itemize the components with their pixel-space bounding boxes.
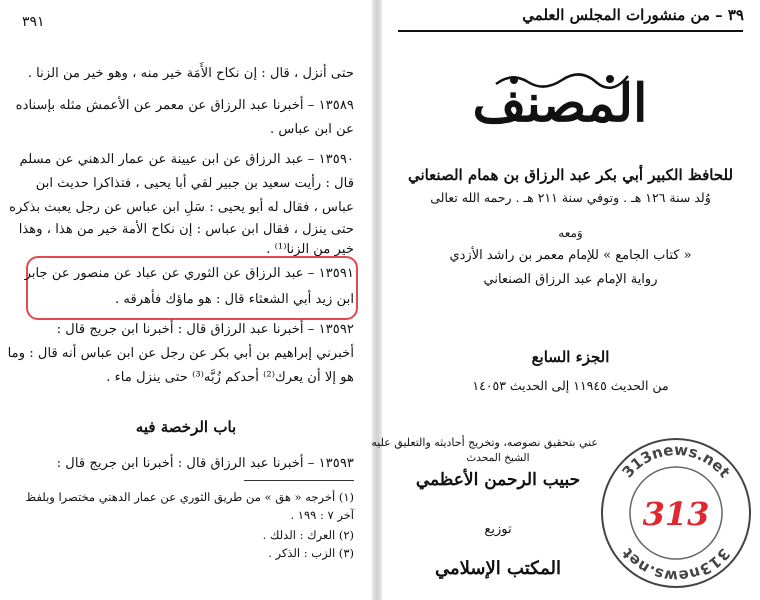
footnote: (١) أخرجه « هق » من طريق الثوري عن عمار الدهني مختصرا وبلفظ (25, 490, 354, 504)
footnote: (٢) العرك : الدلك . (262, 528, 354, 542)
riwaya-line: رواية الإمام عبد الرزاق الصنعاني (483, 272, 658, 287)
editor-name: حبيب الرحمن الأعظمي (415, 470, 581, 490)
text-line: حتى ينزل ، فقال ابن عباس : إن نكاح الأمة خير من هذا ، وهذا (18, 222, 354, 237)
text-line: عباس ، فقال له أبو يحيى : سَلِ ابن عباس عن رجل يعبث بذكره (9, 200, 354, 215)
text-line: هو إلا أن يعرك⁽²⁾ أحدكم زُبَّه⁽³⁾ حتى ينزل ماء . (106, 370, 354, 385)
book-gutter (372, 0, 382, 600)
page-number: ٣٩١ (22, 14, 45, 30)
sheikh-label: الشيخ المحدث (466, 452, 530, 464)
stamp-site-bottom: 313news.net (618, 544, 734, 586)
text-line: عن ابن عباس . (269, 122, 354, 137)
volume-label: الجزء السابع (531, 348, 610, 366)
text-line: ابن زيد أبي الشعثاء قال : هو ماؤك فأهرقه . (115, 292, 354, 307)
text-line: خير من الزنا⁽¹⁾ . (266, 242, 354, 257)
header-rule (398, 30, 743, 32)
publisher-name: المكتب الإسلامي (435, 558, 561, 579)
footnote-divider (244, 480, 354, 481)
text-line: أخبرني إبراهيم بن أبي بكر عن رجل عن ابن عباس أنه قال : وما (7, 346, 354, 361)
section-title: باب الرخصة فيه (135, 418, 237, 436)
footnote: (٣) الزب : الذكر . (268, 546, 354, 560)
text-line: حتى أنزل ، قال : إن نكاح الأَمَة خير منه ، وهو خير من الزنا . (27, 66, 354, 81)
book-title: المصنف (472, 73, 648, 134)
jami-line: « كتاب الجامع » للإمام معمر بن راشد الأزدي (449, 248, 692, 263)
hadith-13592: ١٣٥٩٢ – أخبرنا عبد الرزاق قال : أخبرنا ابن جريج قال : (56, 322, 354, 337)
hadith-13593: ١٣٥٩٣ – أخبرنا عبد الرزاق قال : أخبرنا ابن جريج قال : (56, 456, 354, 471)
author-line: للحافظ الكبير أبي بكر عبد الرزاق بن همام الصنعاني (407, 166, 734, 184)
watermark-stamp (598, 435, 754, 591)
series-header: ٣٩ – من منشورات المجلس العلمي (522, 6, 744, 24)
hadith-13589: ١٣٥٨٩ – أخبرنا عبد الرزاق عن معمر عن الأعمش مثله بإسناده (15, 98, 354, 113)
left-page (0, 0, 372, 600)
stamp-number: 313 (642, 495, 710, 533)
birth-death-line: وُلد سنة ١٢٦ هـ . وتوفي سنة ٢١١ هـ . رحمه الله تعالى (430, 190, 711, 205)
distribution-label: توزيع (484, 522, 512, 537)
hadith-range: من الحديث ١١٩٤٥ إلى الحديث ١٤٠٥٣ (472, 378, 669, 393)
text-line: قال : رأيت سعيد بن جبير لقي أبا يحيى ، فتذاكرا حديث ابن (35, 176, 354, 191)
with-label: وَمعه (558, 226, 583, 240)
stamp-site-top: 313news.net (618, 440, 734, 482)
footnote: آخر ٧ : ١٩٩ . (290, 508, 354, 522)
hadith-13590: ١٣٥٩٠ – عبد الرزاق عن ابن عيينة عن عمار الدهني عن مسلم (19, 152, 354, 167)
hadith-13591: ١٣٥٩١ – عبد الرزاق عن الثوري عن عباد عن منصور عن جابر (24, 266, 354, 281)
tahqiq-line: عني بتحقيق نصوصه، وتخريج أحاديثه والتعليق عليه (371, 436, 598, 449)
